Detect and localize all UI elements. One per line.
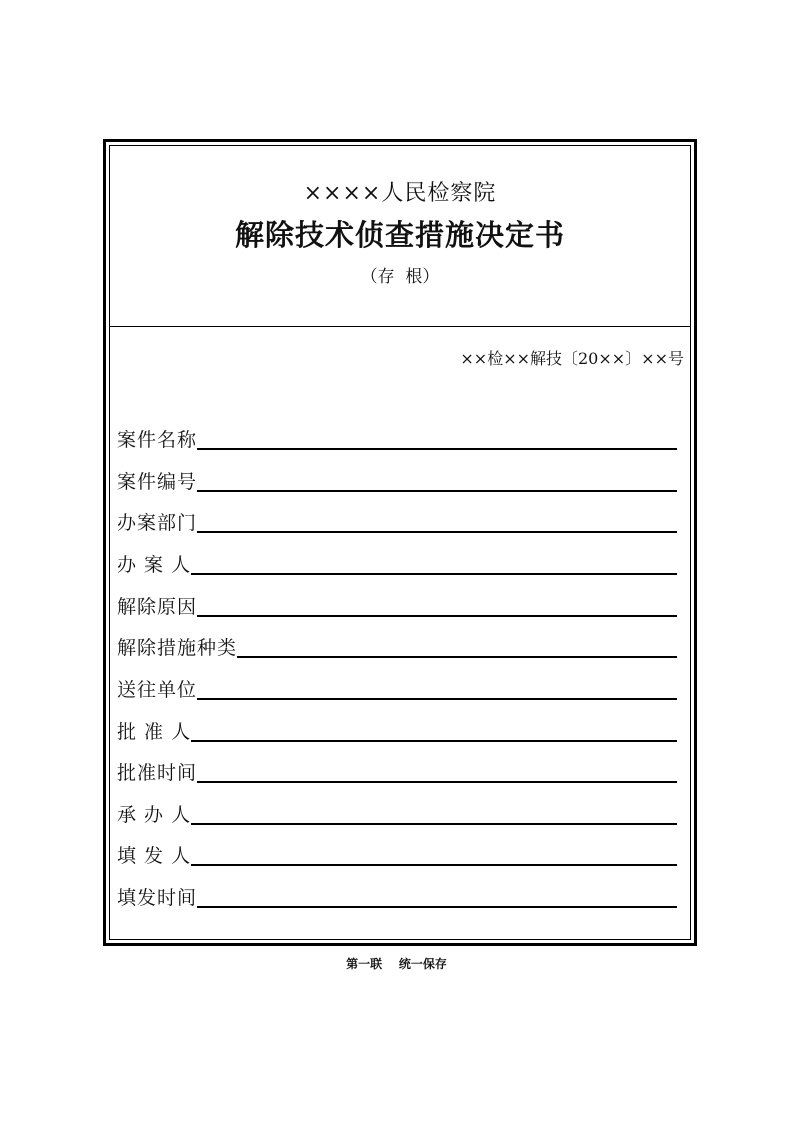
document-number: ××检××解技〔20××〕××号 <box>460 349 684 368</box>
fill-line[interactable] <box>191 842 677 866</box>
fill-line[interactable] <box>197 884 677 908</box>
fill-line[interactable] <box>237 634 677 658</box>
fill-line[interactable] <box>191 718 677 742</box>
field-case-name <box>117 422 677 452</box>
field-approver <box>117 714 677 744</box>
fill-line[interactable] <box>197 759 677 783</box>
field-undertaker <box>117 797 677 827</box>
field-approval-time <box>117 755 677 785</box>
fill-line[interactable] <box>197 468 677 492</box>
document-title: 解除技术侦查措施决定书 <box>234 218 565 252</box>
field-case-number <box>117 464 677 494</box>
fill-line[interactable] <box>191 801 677 825</box>
stub-label: （存 根） <box>360 267 440 287</box>
field-label: 承 办 人 <box>117 804 192 826</box>
field-issuer <box>117 838 677 868</box>
fill-line[interactable] <box>197 676 677 700</box>
field-release-reason <box>117 589 677 619</box>
field-label: 填 发 人 <box>117 845 192 867</box>
field-label: 案件名称 <box>117 429 198 451</box>
form-inner-border <box>109 145 691 940</box>
field-label: 批 准 人 <box>117 721 192 743</box>
fill-line[interactable] <box>197 593 677 617</box>
field-label: 办案部门 <box>117 512 198 534</box>
field-label: 批准时间 <box>117 762 198 784</box>
fill-line[interactable] <box>191 551 677 575</box>
field-issue-time <box>117 880 677 910</box>
fill-line[interactable] <box>197 509 677 533</box>
field-label: 案件编号 <box>117 471 198 493</box>
field-label: 办 案 人 <box>117 554 192 576</box>
fill-line[interactable] <box>197 426 677 450</box>
field-label: 送往单位 <box>117 679 198 701</box>
field-label: 解除措施种类 <box>117 637 238 659</box>
form-header <box>110 146 690 327</box>
procuratorate-name: ××××人民检察院 <box>303 181 497 206</box>
field-case-handler <box>117 547 677 577</box>
field-label: 填发时间 <box>117 887 198 909</box>
field-measure-type <box>117 630 677 660</box>
field-handling-department <box>117 505 677 535</box>
field-recipient-unit <box>117 672 677 702</box>
field-label: 解除原因 <box>117 596 198 618</box>
form-outer-border <box>103 139 697 946</box>
copy-footer: 第一联 统一保存 <box>346 957 447 971</box>
